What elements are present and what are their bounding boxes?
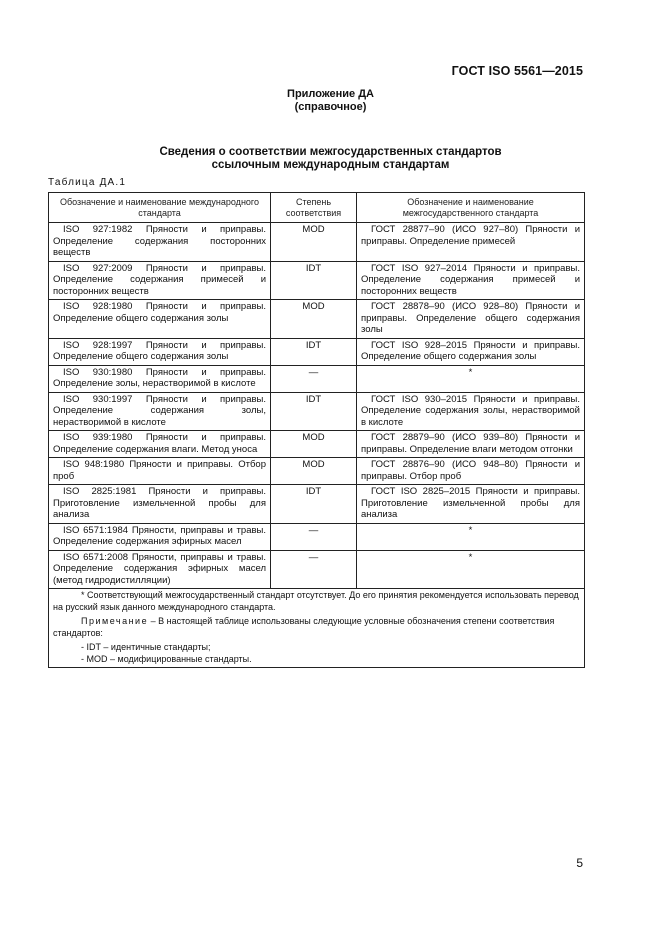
national-standard: ГОСТ ISO 2825–2015 Пряности и приправы. Приготовление измельченной пробы для анализа (361, 486, 580, 520)
correspondence-table (48, 192, 585, 668)
appendix-subtitle: (справочное) (294, 101, 367, 113)
table-row (49, 550, 585, 589)
international-standard: ISO 930:1980 Пряности и приправы. Определение золы, нерастворимой в кислоте (53, 366, 266, 389)
international-standard-cell (49, 523, 271, 550)
table-notes (49, 589, 585, 668)
national-standard-cell (357, 392, 585, 431)
international-standard-cell (49, 261, 271, 300)
table-row (49, 223, 585, 262)
table-row (49, 365, 585, 392)
national-standard: * (468, 366, 473, 378)
table-row (49, 338, 585, 365)
degree-of-correspondence: IDT (271, 392, 357, 431)
national-standard-cell (357, 458, 585, 485)
national-standard: * (468, 551, 473, 563)
national-standard: ГОСТ ISO 930–2015 Пряности и приправы. Определение содержания золы, нерастворимой в кислоте (361, 393, 580, 428)
table-row (49, 261, 585, 300)
degree-of-correspondence: — (271, 550, 357, 589)
table-notes-row (49, 589, 585, 668)
international-standard: ISO 930:1997 Пряности и приправы. Определение содержания золы, нерастворимой в кислоте (53, 393, 266, 428)
degree-of-correspondence: MOD (271, 431, 357, 458)
table-row (49, 392, 585, 431)
note-label: Примечание (81, 616, 149, 626)
national-standard-cell (357, 431, 585, 458)
international-standard: ISO 948:1980 Пряности и приправы. Отбор проб (53, 459, 266, 482)
table-row (49, 300, 585, 339)
national-standard-cell (357, 523, 585, 550)
degree-of-correspondence: IDT (271, 485, 357, 524)
table-row (49, 485, 585, 524)
international-standard-cell (49, 223, 271, 262)
header-degree: Степень соответствия (271, 193, 357, 223)
header-international: Обозначение и наименование международного стандарта (49, 193, 271, 223)
degree-of-correspondence: — (271, 365, 357, 392)
national-standard-cell (357, 365, 585, 392)
table-header-row (49, 193, 585, 223)
national-standard-cell (357, 300, 585, 339)
international-standard-cell (49, 431, 271, 458)
national-standard: ГОСТ ISO 928–2015 Пряности и приправы. Определение общего содержания золы (361, 339, 580, 362)
international-standard-cell (49, 485, 271, 524)
document-title-line2: ссылочным международным стандартам (211, 159, 450, 171)
degree-of-correspondence: — (271, 523, 357, 550)
note-text: – В настоящей таблице использованы следующие условные обозначения степени соответствия стандартов: (53, 616, 555, 638)
degree-of-correspondence: IDT (271, 338, 357, 365)
international-standard-cell (49, 365, 271, 392)
national-standard: ГОСТ 28876–90 (ИСО 948–80) Пряности и приправы. Отбор проб (361, 459, 580, 482)
table-body (49, 223, 585, 589)
degree-of-correspondence: IDT (271, 261, 357, 300)
international-standard: ISO 927:1982 Пряности и приправы. Определение содержания посторонних веществ (53, 224, 266, 258)
note (53, 616, 580, 639)
international-standard: ISO 6571:1984 Пряности, приправы и травы. Определение содержания эфирных масел (53, 524, 266, 547)
national-standard-cell (357, 338, 585, 365)
document-title (0, 146, 661, 172)
national-standard: * (468, 524, 473, 536)
national-standard-cell (357, 223, 585, 262)
international-standard-cell (49, 458, 271, 485)
table-row (49, 523, 585, 550)
international-standard: ISO 2825:1981 Пряности и приправы. Приготовление измельченной пробы для анализа (53, 486, 266, 520)
national-standard: ГОСТ 28877–90 (ИСО 927–80) Пряности и приправы. Определение примесей (361, 224, 580, 247)
national-standard-cell (357, 485, 585, 524)
national-standard: ГОСТ ISO 927–2014 Пряности и приправы. Определение содержания примесей и посторонних веществ (361, 262, 580, 297)
international-standard-cell (49, 300, 271, 339)
degree-of-correspondence: MOD (271, 223, 357, 262)
international-standard-cell (49, 392, 271, 431)
note-item: - IDT – идентичные стандарты; (81, 642, 211, 652)
international-standard: ISO 928:1980 Пряности и приправы. Определение общего содержания золы (53, 301, 266, 324)
national-standard-cell (357, 261, 585, 300)
table-caption: Таблица ДА.1 (48, 177, 127, 188)
standard-code: ГОСТ ISO 5561—2015 (451, 64, 583, 78)
international-standard-cell (49, 338, 271, 365)
national-standard: ГОСТ 28879–90 (ИСО 939–80) Пряности и приправы. Определение влаги методом отгонки (361, 432, 580, 455)
degree-of-correspondence: MOD (271, 300, 357, 339)
international-standard: ISO 928:1997 Пряности и приправы. Определение общего содержания золы (53, 339, 266, 362)
table-row (49, 431, 585, 458)
table-row (49, 458, 585, 485)
national-standard-cell (357, 550, 585, 589)
note-item: - MOD – модифицированные стандарты. (81, 653, 252, 664)
appendix-title: Приложение ДА (287, 88, 374, 100)
document-title-line1: Сведения о соответствии межгосударственных стандартов (159, 146, 502, 158)
appendix-heading (0, 88, 661, 114)
international-standard: ISO 927:2009 Пряности и приправы. Определение содержания примесей и посторонних веществ (53, 262, 266, 297)
footnote: * Соответствующий межгосударственный стандарт отсутствует. До его принятия рекомендуется использовать перевод на русский язык данного международного стандарта. (53, 590, 579, 612)
page-number: 5 (576, 856, 583, 870)
international-standard: ISO 939:1980 Пряности и приправы. Определение содержания влаги. Метод уноса (53, 432, 266, 455)
degree-of-correspondence: MOD (271, 458, 357, 485)
header-national: Обозначение и наименование межгосударственного стандарта (357, 193, 585, 223)
international-standard: ISO 6571:2008 Пряности, приправы и травы. Определение содержания эфирных масел (метод гидродистилляции) (53, 551, 266, 586)
international-standard-cell (49, 550, 271, 589)
national-standard: ГОСТ 28878–90 (ИСО 928–80) Пряности и приправы. Определение общего содержания золы (361, 301, 580, 335)
